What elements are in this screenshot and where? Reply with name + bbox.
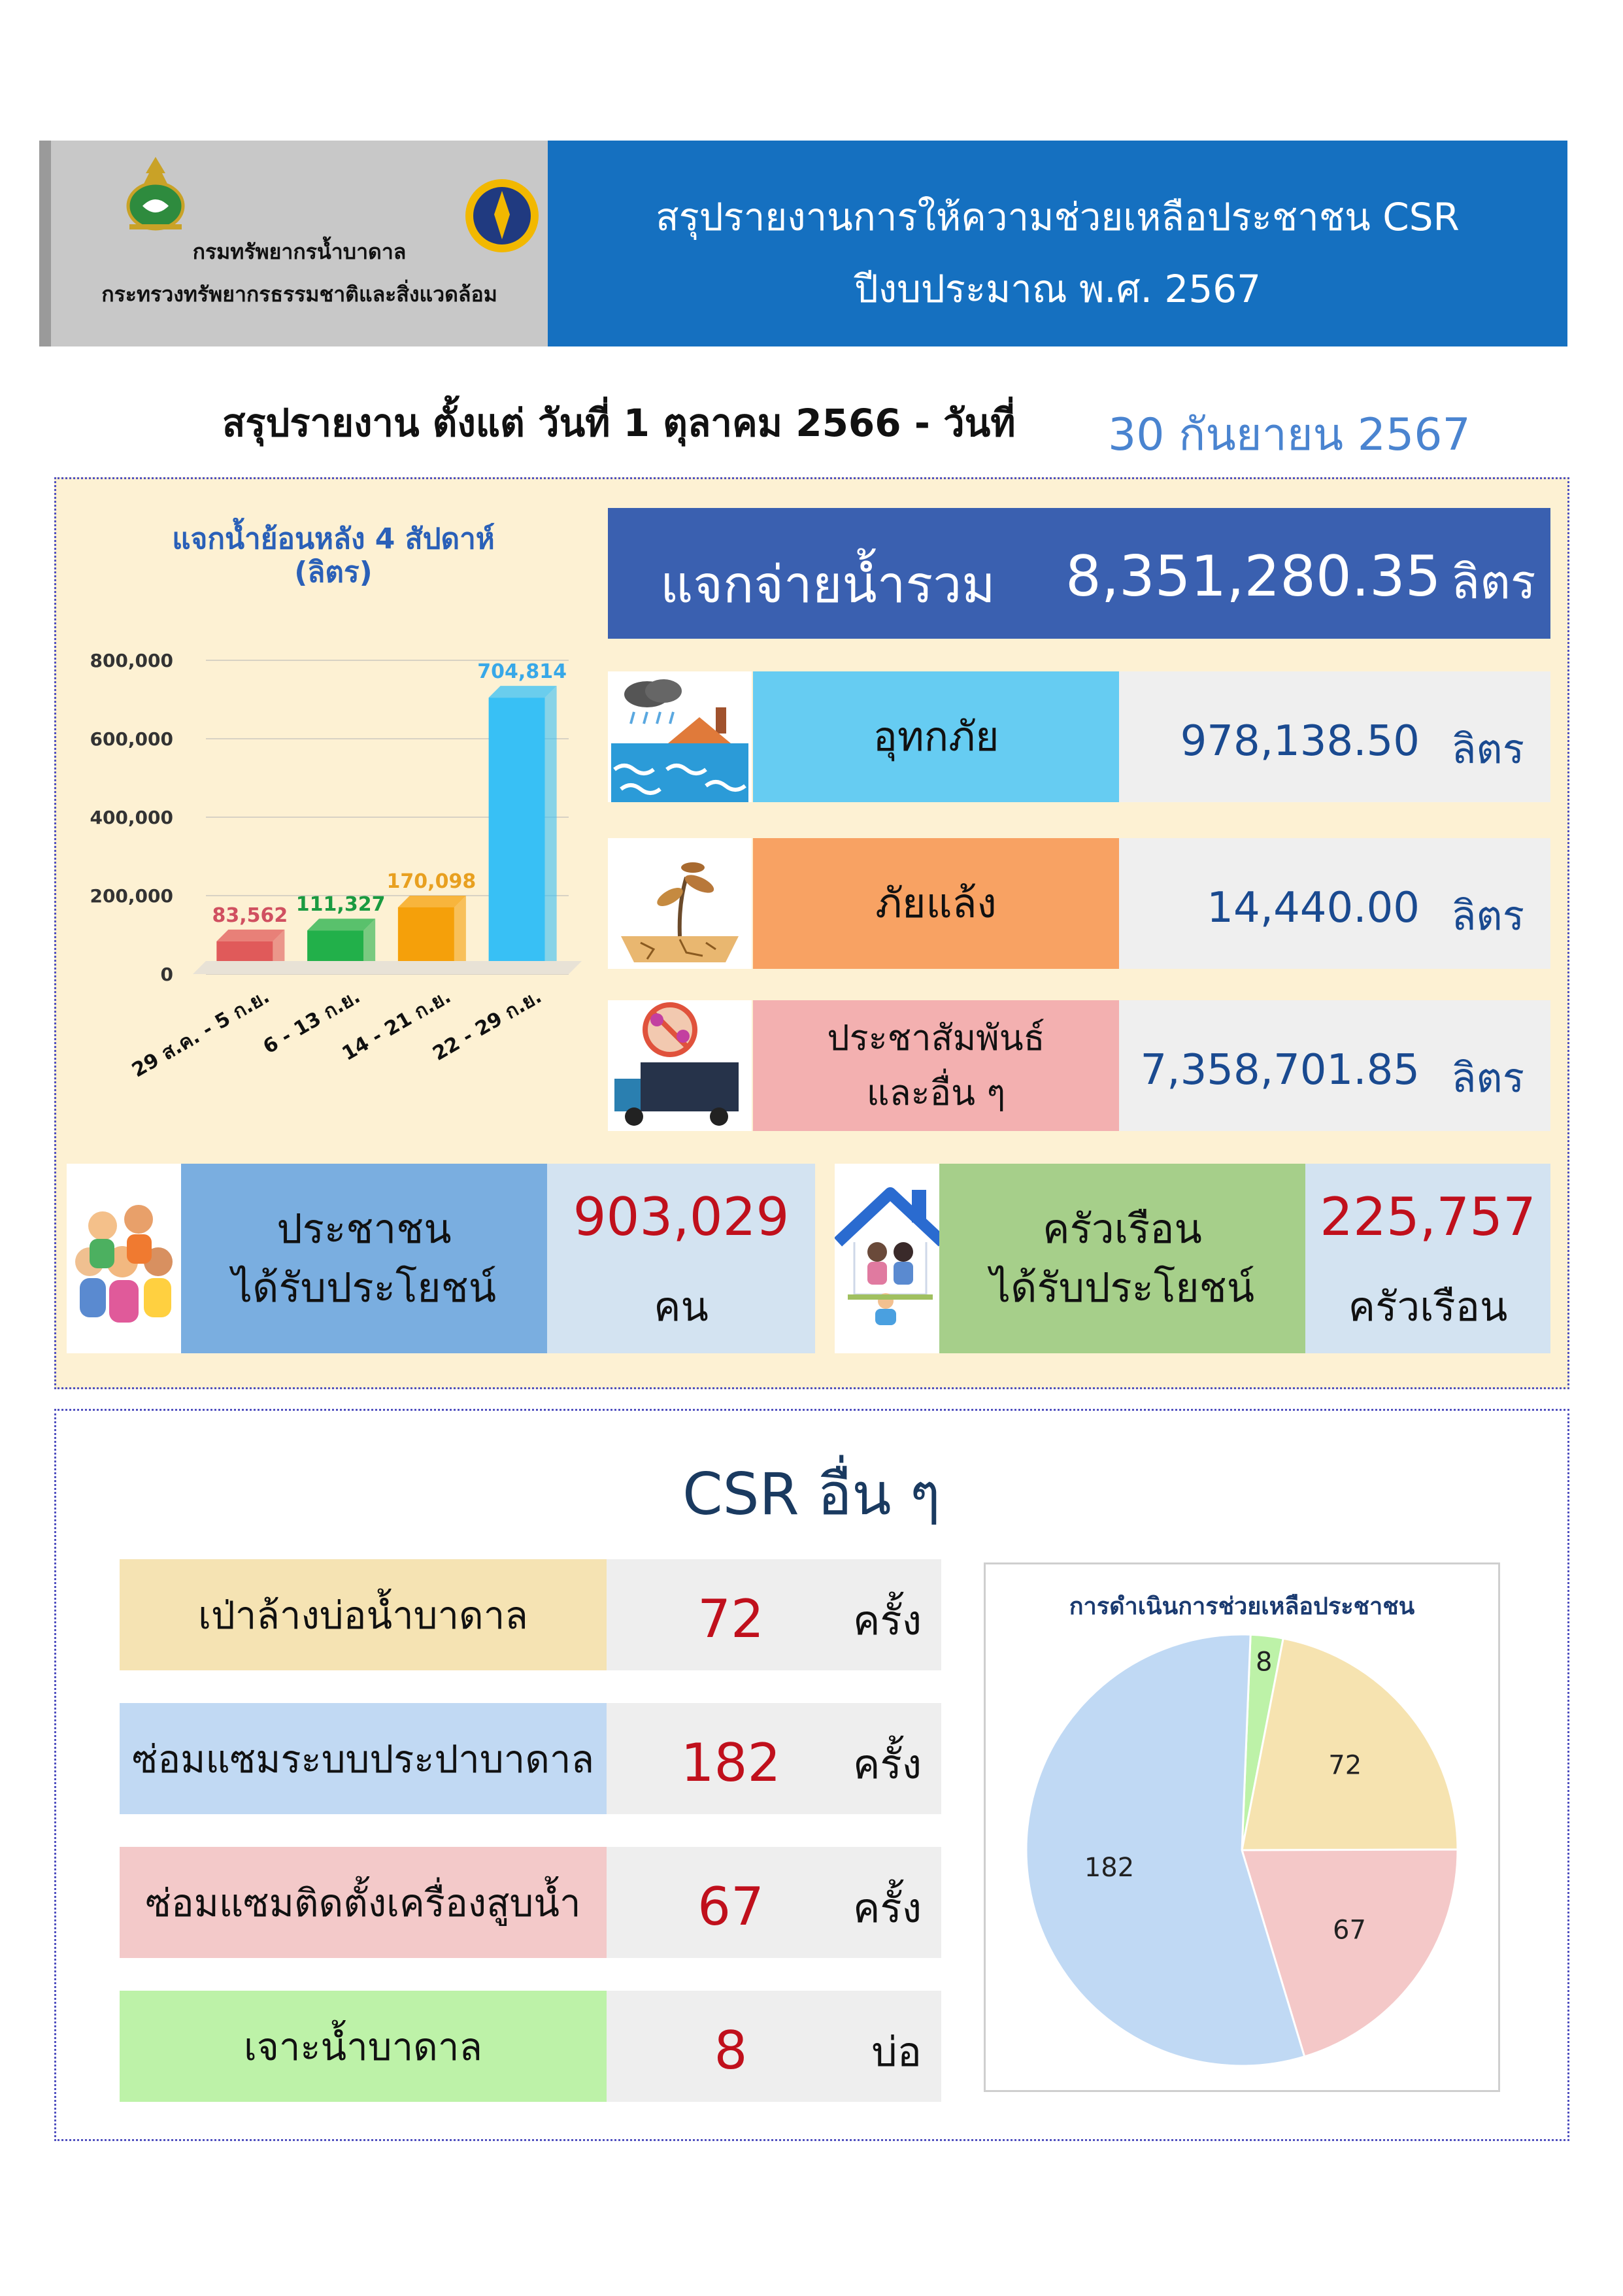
bar-top-face: [216, 930, 284, 941]
bar-category-label: 14 - 21 ก.ย.: [338, 985, 455, 1066]
drought-label-text: ภัยแล้ง: [875, 879, 997, 927]
bar-chart-title-line2: (ลิตร): [294, 555, 373, 589]
csr-other-title: CSR อื่น ๆ: [682, 1460, 941, 1528]
pr-other-label: [753, 1000, 1119, 1131]
csr-row-flushing-unit: ครั้ง: [852, 1596, 922, 1644]
flood-label-text: อุทกภัย: [873, 713, 999, 760]
report-title: สรุปรายงานการให้ความช่วยเหลือประชาชน CSR: [656, 195, 1460, 239]
people-benefit-line1: ประชาชน: [276, 1205, 452, 1253]
people-benefit-unit: คน: [654, 1283, 709, 1330]
flood-value: 978,138.50: [1180, 717, 1420, 766]
csr-row-flushing-value-box: [607, 1559, 941, 1670]
drought-unit: ลิตร: [1451, 892, 1524, 939]
pie-slice-label: 72: [1328, 1750, 1362, 1781]
pr-other-value-box: [1119, 1000, 1550, 1131]
csr-row-drilling-value-box: [607, 1991, 941, 2102]
bar-y-tick-label: 800,000: [90, 650, 173, 671]
total-water-box: [608, 508, 1550, 639]
people-benefit-label: [181, 1164, 547, 1353]
csr-pie-chart: [984, 1562, 1500, 2092]
csr-row-waterworks-value: 182: [680, 1732, 781, 1793]
household-benefit-value-box: [1305, 1164, 1550, 1353]
csr-row-drilling-value: 8: [714, 2020, 748, 2081]
csr-row-waterworks-label: [120, 1703, 607, 1814]
household-benefit-unit: ครัวเรือน: [1348, 1283, 1508, 1330]
bar-chart-title: [98, 523, 569, 589]
people-group-icon: [67, 1164, 181, 1353]
header-agency-panel: [39, 141, 548, 346]
bar-top-face: [489, 686, 557, 698]
csr-row-pump-text: ซ่อมแซมติดตั้งเครื่องสูบน้ำ: [145, 1880, 581, 1925]
bar-value-label: 83,562: [212, 903, 288, 927]
csr-row-drilling-text: เจาะน้ำบาดาล: [244, 2024, 482, 2069]
total-value: 8,351,280.35: [1065, 544, 1441, 609]
bar-category-label: 22 - 29 ก.ย.: [429, 985, 546, 1066]
csr-row-flushing-label: [120, 1559, 607, 1670]
household-benefit-label: [939, 1164, 1305, 1353]
bar-side-face: [545, 686, 557, 974]
csr-row-drilling-label: [120, 1991, 607, 2102]
dgr-logo-icon: [116, 154, 195, 232]
csr-row-flushing-text: เป่าล้างบ่อน้ำบาดาล: [198, 1593, 528, 1638]
pie-slice-label: 8: [1255, 1647, 1273, 1678]
pie-chart-title: การดำเนินการช่วยเหลือประชาชน: [1069, 1593, 1415, 1620]
header-title-panel: [548, 141, 1567, 346]
drought-value: 14,440.00: [1207, 884, 1420, 932]
total-label: แจกจ่ายน้ำรวม: [660, 556, 996, 615]
drought-icon: [608, 838, 752, 969]
bar-y-tick-label: 0: [160, 964, 173, 985]
drought-label: [753, 838, 1119, 969]
csr-row-waterworks-value-box: [607, 1703, 941, 1814]
csr-row-waterworks-text: ซ่อมแซมระบบประปาบาดาล: [131, 1736, 595, 1781]
pr-other-label-line1: ประชาสัมพันธ์: [827, 1017, 1045, 1059]
bar-top-face: [307, 919, 375, 930]
pr-other-label-line2: และอื่น ๆ: [866, 1072, 1006, 1113]
flood-label: [753, 671, 1119, 802]
bar-value-label: 170,098: [386, 869, 477, 893]
bar-category-label: 6 - 13 ก.ย.: [259, 985, 365, 1059]
people-benefit-line2: ได้รับประโยชน์: [231, 1264, 497, 1311]
water-truck-icon: [608, 1000, 752, 1131]
bar-chart-title-line1: แจกน้ำย้อนหลัง 4 สัปดาห์: [172, 522, 495, 556]
pr-other-unit: ลิตร: [1451, 1054, 1524, 1102]
household-benefit-line2: ได้รับประโยชน์: [990, 1264, 1255, 1311]
weekly-water-bar-chart: [72, 628, 588, 1118]
pr-other-value: 7,358,701.85: [1140, 1046, 1420, 1094]
csr-row-pump-unit: ครั้ง: [852, 1884, 922, 1932]
csr-row-pump-label: [120, 1847, 607, 1958]
csr-row-waterworks-unit: ครั้ง: [852, 1740, 922, 1788]
bar: [489, 698, 545, 974]
csr-row-pump-value-box: [607, 1847, 941, 1958]
drought-value-box: [1119, 838, 1550, 969]
csr-row-drilling-unit: บ่อ: [871, 2028, 922, 2076]
agency-name: กรมทรัพยากรน้ำบาดาล: [192, 239, 407, 264]
bar-category-label: 29 ส.ค. - 5 ก.ย.: [128, 985, 274, 1083]
bar-floor: [193, 961, 582, 974]
bar-y-tick-label: 200,000: [90, 885, 173, 907]
pie-slice-label: 67: [1333, 1915, 1366, 1946]
report-period: สรุปรายงาน ตั้งแต่ วันที่ 1 ตุลาคม 2566 - วันที่: [222, 401, 1016, 445]
report-period-end: 30 กันยายน 2567: [1108, 409, 1471, 461]
fiscal-year: ปีงบประมาณ พ.ศ. 2567: [854, 267, 1262, 311]
bar-y-tick-label: 400,000: [90, 807, 173, 828]
bar-value-label: 111,327: [295, 893, 386, 917]
ministry-name: กระทรวงทรัพยากรธรรมชาติและสิ่งแวดล้อม: [101, 282, 497, 307]
pie-slice-label: 182: [1084, 1852, 1135, 1883]
bar-value-label: 704,814: [477, 660, 567, 684]
people-benefit-value-box: [547, 1164, 815, 1353]
flood-icon: [608, 671, 752, 802]
household-benefit-value: 225,757: [1320, 1187, 1536, 1247]
total-unit: ลิตร: [1451, 554, 1536, 609]
household-benefit-line1: ครัวเรือน: [1043, 1205, 1202, 1253]
household-icon: [835, 1164, 939, 1353]
flood-unit: ลิตร: [1451, 725, 1524, 773]
flood-value-box: [1119, 671, 1550, 802]
csr-row-pump-value: 67: [697, 1876, 764, 1937]
people-benefit-value: 903,029: [573, 1187, 790, 1247]
csr-row-flushing-value: 72: [697, 1589, 764, 1649]
bar-y-tick-label: 600,000: [90, 728, 173, 750]
bar-top-face: [398, 896, 466, 907]
